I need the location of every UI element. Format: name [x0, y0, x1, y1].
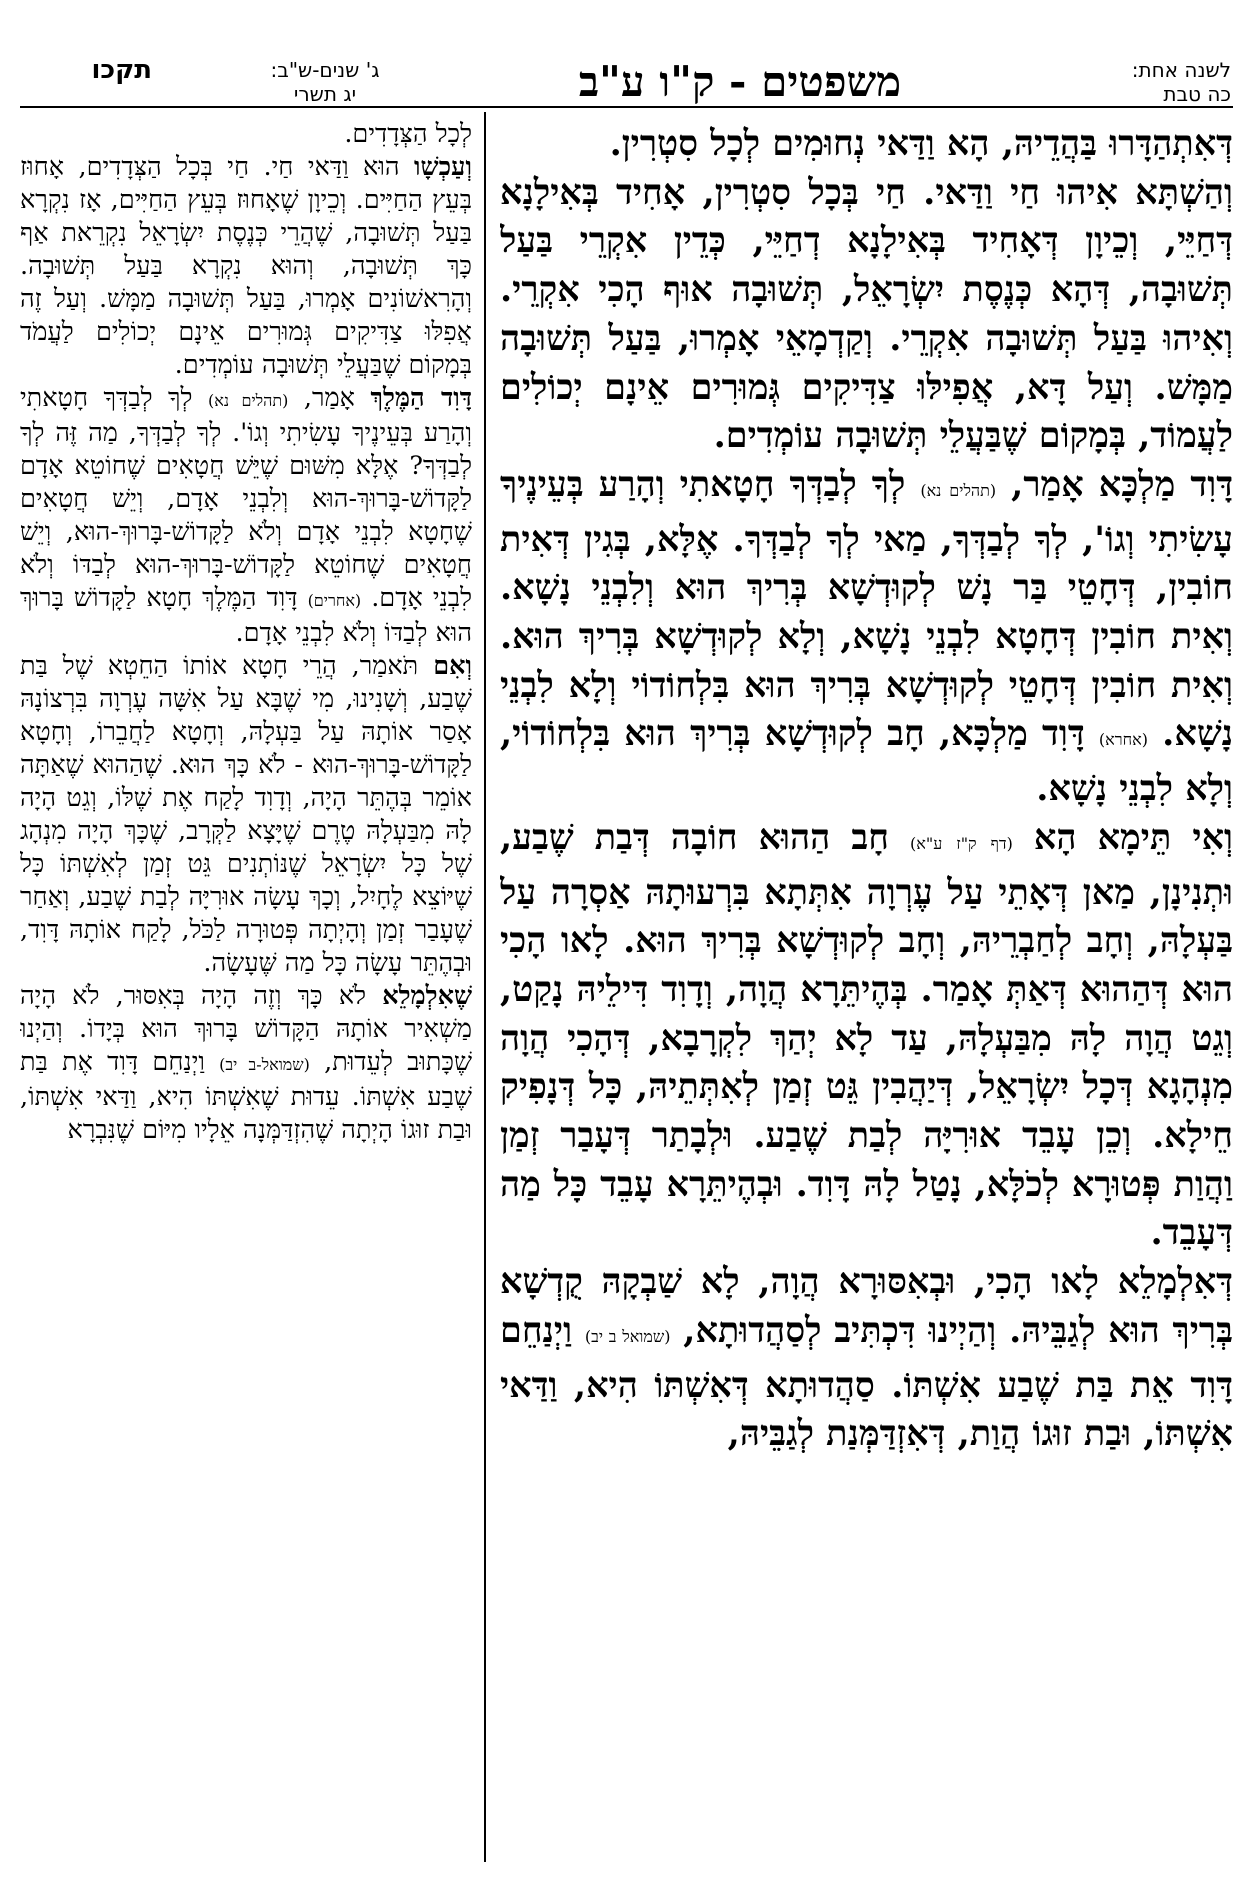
source-reference: (שמואל-ב יב) — [219, 1055, 310, 1074]
main-text: חָב הַהוּא חוֹבָה דְּבַת שֶׁבַע, וּתְנִינָן, מַאן דְּאָתֵי עַל עֶרְוָה אִתְּתָא בִּרְעוּתָהּ אַסְרָה עַל בַּעְלָהּ, וְחָב לְחַבְרֵיהּ, וְחָב לְקוּדְשָׁא בְּרִיךְ הוּא. לָאו הָכִי הוּא דְּהַהוּא דְּאַתְּ אָמַר. בְּהֶיתֵּרָא הֲוָה, וְדָוִד דִּילֵיהּ נָקַט, וְגֵט הֲוָה לָהּ מִבַּעְלָהּ, עַד לָא יְהַךְ לִקְרָבָא, דְּהָכִי הֲוָה מִנְהָגָא דְּכָל יִשְׂרָאֵל, דְּיַהֲבִין גֵּט זְמַן לְאִתְּתֵיהּ, כָּל דְּנָפִיק חֵילָא. וְכֵן עָבֵד אוּרִיָּה לְבַת שֶׁבַע. וּלְבָתַר דְּעָבַר זְמַן וַהֲוַת פְּטוּרָא לְכֹלָּא, נָטַל לָהּ דָּוִד. וּבְהֶיתֵּרָא עָבֵד כָּל מַה דְּעָבֵד. — [500, 816, 1233, 1254]
main-paragraph — [500, 1258, 1233, 1459]
commentary-text: לְךָ לְבַדְּךָ חָטָאתִי וְהָרַע בְּעֵינֶיךָ עָשִׂיתִי וְגוֹ'. לְךָ לְבַדְּךָ, מַה זֶּה לְךָ לְבַדְּךָ? אֶלָּא מִשּׁוּם שֶׁיֵּשׁ חֲטָאִים שֶׁחוֹטֵא אָדָם לַקָּדוֹשׁ-בָּרוּךְ-הוּא וְלִבְנֵי אָדָם, וְיֵשׁ חֲטָאִים שֶׁחָטָא לִבְנֵי אָדָם וְלֹא לַקָּדוֹשׁ-בָּרוּךְ-הוּא, וְיֵשׁ חֲטָאִים שֶׁחוֹטֵא לַקָּדוֹשׁ-בָּרוּךְ-הוּא לְבַדּוֹ וְלֹא לִבְנֵי אָדָם. — [20, 383, 472, 613]
page-header — [0, 0, 1253, 110]
commentary-text: דָּוִד הַמֶּלֶךְ חָטָא לַקָּדוֹשׁ בָּרוּךְ הוּא לְבַדּוֹ וְלֹא לִבְנֵי אָדָם. — [20, 583, 472, 648]
cycle-date: יג תשרי — [293, 82, 357, 106]
commentary-text: לְכָל הַצְּדָדִים. — [344, 119, 472, 149]
lead-word: וְאִם — [433, 651, 472, 681]
page-number: תקכו — [91, 55, 152, 85]
source-reference: (שמואל ב יב) — [584, 1326, 671, 1346]
source-reference: (תהלים נא) — [920, 480, 997, 500]
main-text: דְּאִתְהַדָּרוּ בַּהֲדֵיהּ, הָא וַדַּאי נְחוּמִים לְכָל סִטְרִין. — [609, 123, 1233, 164]
lead-word: וְעַכְשָׁו — [414, 152, 472, 182]
commentary-paragraph — [20, 980, 472, 1147]
source-reference: (תהלים נא) — [207, 391, 289, 410]
lead-word: דָּוִד הַמֶּלֶךְ — [370, 383, 472, 413]
source-reference: (אחרא) — [1098, 730, 1148, 750]
main-text: וְאִי תֵּימָא הָא — [1033, 816, 1233, 858]
main-text-column — [500, 120, 1233, 1870]
lead-word: שֶׁאִלְמָלֵא — [382, 981, 472, 1011]
main-text: וְהַשְׁתָּא אִיהוּ חַי וַדַּאי. חַי בְּכָל סִטְרִין, אָחִיד בְּאִילָנָא דְּחַיֵּי, וְכֵיוָן דְּאָחִיד בְּאִילָנָא דְחַיֵּי, כְּדֵין אִקְרֵי בַּעַל תְּשׁוּבָה, דְּהָא כְּנֶסֶת יִשְׂרָאֵל, תְּשׁוּבָה אוּף הָכִי אִקְרֵי. וְאִיהוּ בַּעַל תְּשׁוּבָה אִקְרֵי. וְקַדְמָאֵי אָמְרוּ, בַּעַל תְּשׁוּבָה מַמָּשׁ. וְעַל דָּא, אֲפִילּוּ צַדִּיקִים גְּמוּרִים אֵינָם יְכוֹלִים לַעֲמוֹד, בְּמָקוֹם שֶׁבַּעֲלֵי תְּשׁוּבָה עוֹמְדִים. — [500, 171, 1233, 457]
main-text: דָּוִד מַלְכָּא אָמַר, — [1011, 463, 1233, 505]
cycle-schedule — [135, 58, 515, 106]
main-text: דָּוִד מַלְכָּא, חָב לְקוּדְשָׁא בְּרִיךְ הוּא בִּלְחוֹדוֹי, וְלָא לִבְנֵי נָשָׁא. — [500, 713, 1233, 810]
commentary-paragraph — [20, 382, 472, 650]
one-year-schedule — [1031, 58, 1231, 106]
commentary-text: תֹּאמַר, הֲרֵי חָטָא אוֹתוֹ הַחֵטְא שֶׁל בַּת שֶׁבַע, וְשָׁנִינוּ, מִי שֶׁבָּא עַל אִשָּׁה עֶרְוָה בִּרְצוֹנָהּ אָסַר אוֹתָהּ עַל בַּעְלָהּ, וְחָטָא לַחֲבֵרוֹ, וְחָטָא לַקָּדוֹשׁ-בָּרוּךְ-הוּא - לֹא כָּךְ הוּא. שֶׁהַהוּא שֶׁאַתָּה אוֹמֵר בְּהֶתֵּר הָיָה, וְדָוִד לָקַח אֶת שֶׁלּוֹ, וְגֵט הָיָה לָהּ מִבַּעְלָהּ טֶרֶם שֶׁיָּצָא לַקְּרָב, שֶׁכָּךְ הָיָה מִנְהָג שֶׁל כָּל יִשְׂרָאֵל שֶׁנּוֹתְנִים גֵּט זְמַן לְאִשְׁתּוֹ כָּל שֶׁיּוֹצֵא לֶחָיִל, וְכָךְ עָשָׂה אוּרִיָּה לְבַת שֶׁבַע, וְאַחַר שֶׁעָבַר זְמַן וְהָיְתָה פְּטוּרָה לַכֹּל, לָקַח אוֹתָהּ דָּוִד, וּבְהֶתֵּר עָשָׂה כָּל מַה שֶּׁעָשָׂה. — [20, 651, 472, 978]
cycle-years: ג' שנים-ש"ב: — [270, 58, 380, 82]
commentary-paragraph — [20, 650, 472, 980]
column-divider — [484, 112, 486, 1862]
header-divider — [20, 106, 1233, 108]
commentary-text: אָמַר, — [303, 383, 355, 413]
commentary-paragraph — [20, 151, 472, 382]
one-year-label: לשנה אחת: — [1131, 58, 1231, 82]
main-text: דְּאִלְמָלֵא לָאו הָכִי, וּבְאִסּוּרָא הֲוָה, לָא שַׁבְקָהּ קֻדְשָׁא בְּרִיךְ הוּא לְגַבֵּיהּ. וְהַיְינוּ דִּכְתִּיב לְסַהֲדוּתָא, — [500, 1261, 1233, 1351]
commentary-text: הוּא וַדַּאי חַי. חַי בְּכָל הַצְּדָדִים, אָחוּז בְּעֵץ הַחַיִּים. וְכֵיוָן שֶׁאָחוּז בְּעֵץ הַחַיִּים, אָז נִקְרָא בַּעַל תְּשׁוּבָה, שֶׁהֲרֵי כְּנֶסֶת יִשְׂרָאֵל נִקְרֵאת אַף כָּךְ תְּשׁוּבָה, וְהוּא נִקְרָא בַּעַל תְּשׁוּבָה. וְהָרִאשׁוֹנִים אָמְרוּ, בַּעַל תְּשׁוּבָה מַמָּשׁ. וְעַל זֶה אֲפִלּוּ צַדִּיקִים גְּמוּרִים אֵינָם יְכוֹלִים לַעֲמֹד בְּמָקוֹם שֶׁבַּעֲלֵי תְּשׁוּבָה עוֹמְדִים. — [20, 152, 472, 380]
main-paragraph — [500, 169, 1233, 461]
page-number-block — [22, 55, 152, 85]
commentary-text: לֹא כָּךְ וְזֶה הָיָה בְּאִסּוּר, לֹא הָיָה מַשְׁאִיר אוֹתָהּ הַקָּדוֹשׁ בָּרוּךְ הוּא בְּיָדוֹ. וְהַיְנוּ שֶׁכָּתוּב לְעֵדוּת, — [20, 981, 472, 1077]
commentary-paragraph — [20, 118, 472, 151]
main-paragraph — [500, 814, 1233, 1258]
one-year-date: כה טבת — [1163, 82, 1231, 106]
main-text: וַיְנַחֵם דָּוִד אֵת בַּת שֶׁבַע אִשְׁתּוֹ. סַהֲדוּתָא דְּאִשְׁתּוֹ הִיא, וַדַּאי אִשְׁתּוֹ, וּבַת זוּגוֹ הֲוַת, דְּאִזְדַּמְּנַת לְגַבֵּיהּ, — [500, 1309, 1233, 1455]
main-paragraph — [500, 461, 1233, 814]
commentary-text: וַיְנַחֵם דָּוִד אֶת בַּת שֶׁבַע אִשְׁתּוֹ. עֵדוּת שֶׁאִשְׁתּוֹ הִיא, וַדַּאי אִשְׁתּוֹ, וּבַת זוּגוֹ הָיְתָה שֶׁהִזְדַּמְּנָה אֵלָיו מִיּוֹם שֶׁנִּבְרָא — [20, 1047, 472, 1145]
source-reference: (אחרים) — [307, 591, 362, 610]
page-reference: (דף ק"ז ע"א) — [910, 833, 1013, 853]
main-paragraph — [500, 120, 1233, 169]
page-title: משפטים - ק"ו ע"ב — [578, 57, 902, 106]
main-text: לְךָ לְבַדְּךָ חָטָאתִי וְהָרַע בְּעֵינֶיךָ עָשִׂיתִי וְגוֹ', לְךָ לְבַדְּךָ, מַאי לְךָ לְבַדְּךָ. אֶלָּא, בְּגִין דְּאִית חוֹבִין, דְּחָטֵי בַּר נָשׁ לְקוּדְשָׁא בְּרִיךְ הוּא וְלִבְנֵי נָשָׁא. וְאִית חוֹבִין דְּחָטָא לִבְנֵי נָשָׁא, וְלָא לְקוּדְשָׁא בְּרִיךְ הוּא. וְאִית חוֹבִין דְּחָטֵי לְקוּדְשָׁא בְּרִיךְ הוּא בִּלְחוֹדוֹי וְלָא לִבְנֵי נָשָׁא. — [500, 463, 1233, 755]
translation-column — [20, 118, 472, 1870]
